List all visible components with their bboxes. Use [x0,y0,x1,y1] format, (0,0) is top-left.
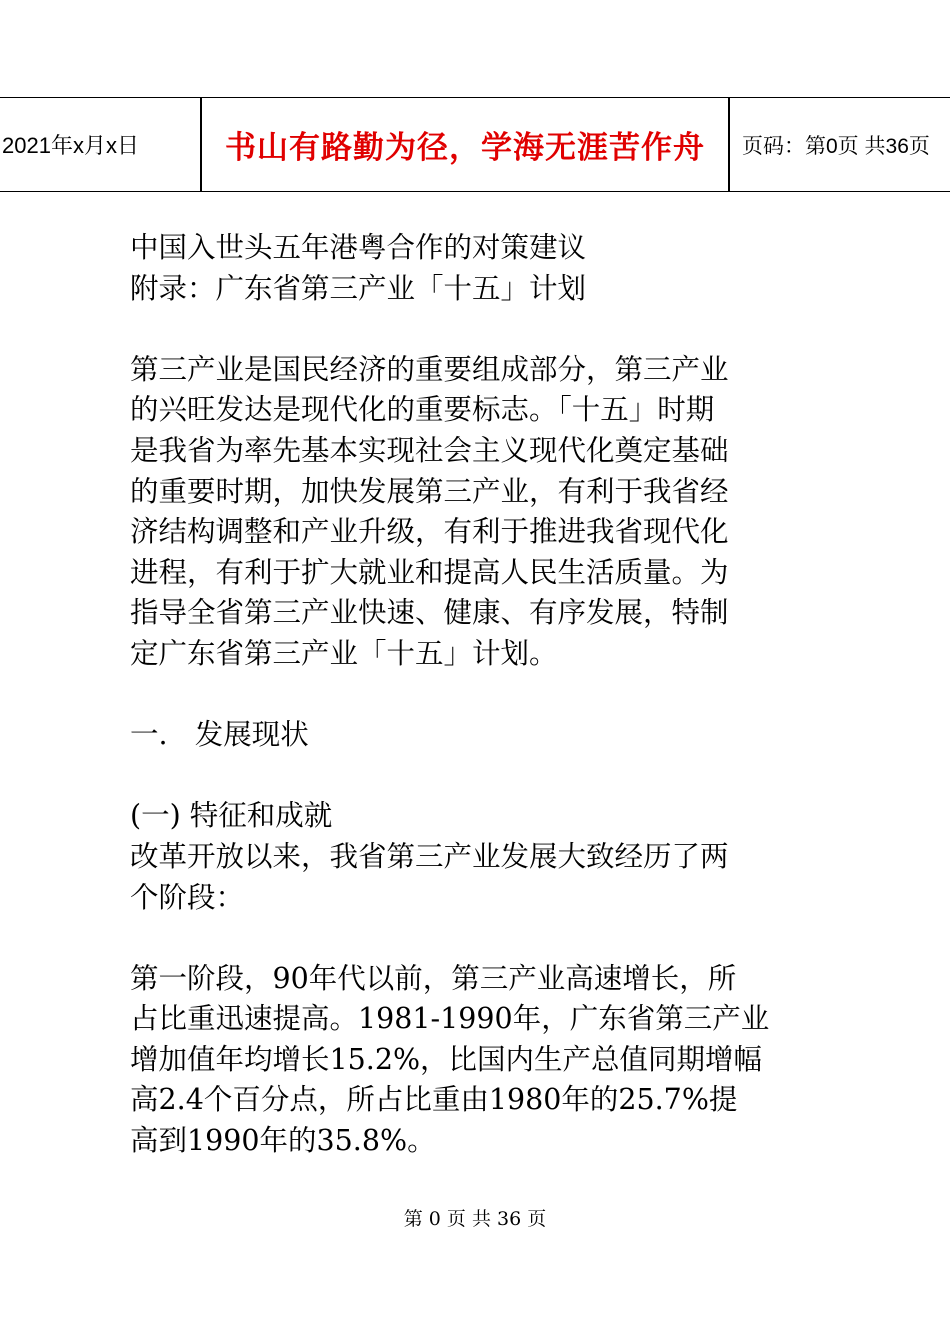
text-line: 定广东省第三产业「十五」计划。 [130,636,558,670]
header-motto: 书山有路勤为径，学海无涯苦作舟 [225,130,705,166]
footer-page-number: 第 0 页 共 36 页 [403,1208,547,1230]
intro-paragraph [130,350,820,675]
text-line: 进程，有利于扩大就业和提高人民生活质量。为 [130,555,729,589]
text-line: 济结构调整和产业升级，有利于推进我省现代化 [130,515,729,549]
document-subtitle: 附录：广东省第三产业「十五」计划 [130,271,587,305]
document-title: 中国入世头五年港粤合作的对策建议 [130,231,587,264]
spacer [130,675,820,716]
subsection-heading: (一) 特征和成就 [130,799,333,833]
body-paragraph [130,959,820,1162]
header-page-number: 页码：第0页 共36页 [742,134,930,158]
spacer [130,309,820,350]
text-line: 占比重迅速提高。1981-1990年，广东省第三产业 [130,1002,770,1036]
text-line: 改革开放以来，我省第三产业发展大致经历了两 [130,839,729,873]
section-heading: 一. 发展现状 [130,718,309,752]
text-line: 第一阶段，90年代以前，第三产业高速增长，所 [130,961,737,995]
header-date: 2021年x月x日 [2,133,139,158]
body-paragraph [130,837,820,918]
text-line: 是我省为率先基本实现社会主义现代化奠定基础 [130,433,729,467]
text-line: 高2.4个百分点，所占比重由1980年的25.7%提 [130,1083,738,1117]
document-body [130,228,820,1162]
text-line: 高到1990年的35.8%。 [130,1124,436,1158]
spacer [130,756,820,797]
text-line: 个阶段： [130,880,245,914]
text-line: 第三产业是国民经济的重要组成部分，第三产业 [130,352,729,386]
text-line: 指导全省第三产业快速、健康、有序发展，特制 [130,596,729,630]
spacer [130,918,820,959]
text-line: 的重要时期，加快发展第三产业，有利于我省经 [130,474,729,508]
text-line: 的兴旺发达是现代化的重要标志。「十五」时期 [130,393,715,427]
header-table [0,97,950,192]
text-line: 增加值年均增长15.2%，比国内生产总值同期增幅 [130,1042,763,1076]
